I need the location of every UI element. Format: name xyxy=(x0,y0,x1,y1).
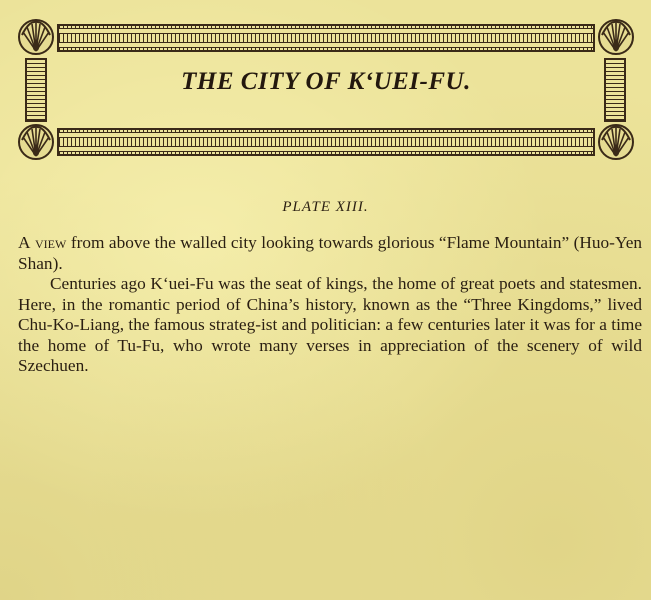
right-border-bar xyxy=(604,58,626,122)
ornamental-frame xyxy=(0,0,651,170)
plate-number: PLATE XIII. xyxy=(282,199,369,215)
caption-paragraph-2: Centuries ago K‘uei-Fu was the seat of kings, the home of great poets and statesmen. Here, in the romantic period of China’s history, known as the “Three Kingdoms,” lived Chu-Ko-Liang, the famous strateg-ist and politician: a few centuries later it was for a time the home of Tu-Fu, who wrote many verses in appreciation of the scenery of wild Szechuen. xyxy=(18,274,642,375)
bottom-border-bar xyxy=(57,128,595,156)
caption-text xyxy=(18,233,642,377)
shell-rosette-icon xyxy=(17,18,55,56)
caption-paragraph-1 xyxy=(18,233,642,274)
shell-rosette-icon xyxy=(597,18,635,56)
paragraph-1-text: from above the walled city looking towards glorious “Flame Mountain” (Huo-Yen Shan). xyxy=(18,233,643,273)
left-border-bar xyxy=(25,58,47,122)
lead-word: view xyxy=(30,233,67,252)
top-border-bar xyxy=(57,24,595,52)
lead-letter: A xyxy=(18,233,31,252)
page-title: THE CITY OF K‘UEI-FU. xyxy=(181,68,471,95)
shell-rosette-icon xyxy=(17,123,55,161)
shell-rosette-icon xyxy=(597,123,635,161)
